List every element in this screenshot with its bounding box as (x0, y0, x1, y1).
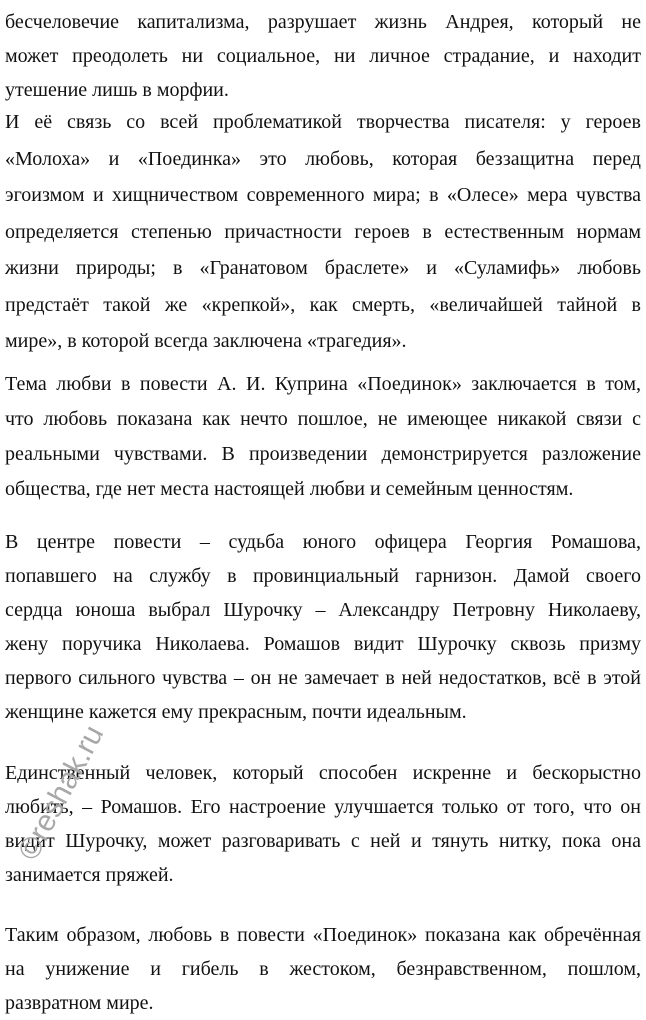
text-line: Таким образом, любовь в повести «Поединок» показана как обречённая (5, 924, 641, 946)
text-line: видит Шурочку, может разговаривать с ней и тянуть нитку, пока она (5, 830, 641, 852)
text-line: занимается пряжей. (5, 864, 174, 886)
text-line: первого сильного чувства – он не замечает в ней недостатков, всё в этой (5, 667, 641, 689)
text-line: общества, где нет места настоящей любви и семейным ценностям. (5, 478, 574, 500)
text-line: предстаёт такой же «крепкой», как смерть, «величайшей тайной в (5, 293, 641, 316)
text-line: что любовь показана как нечто пошлое, не имеющее никакой связи с (5, 408, 641, 430)
text-line: женщине кажется ему прекрасным, почти идеальным. (5, 701, 467, 723)
text-line: И её связь со всей проблематикой творчества писателя: у героев (5, 111, 641, 133)
text-line: бесчеловечие капитализма, разрушает жизнь Андрея, который не (5, 11, 641, 33)
text-line: жену поручика Николаева. Ромашов видит Шурочку сквозь призму (5, 633, 641, 655)
text-line: жизни природы; в «Гранатовом браслете» и «Суламифь» любовь (5, 257, 641, 279)
text-line: сердца юноша выбрал Шурочку – Александру Петровну Николаеву, (5, 599, 641, 621)
paragraph (5, 367, 641, 507)
text-line: Единственный человек, который способен искренне и бескорыстно (5, 762, 641, 784)
text-line: эгоизмом и хищничеством современного мира; в «Олесе» мера чувства (5, 184, 641, 206)
text-line: реальными чувствами. В произведении демонстрируется разложение (5, 443, 641, 465)
watermark: ©reshak.ru (12, 720, 111, 866)
paragraph (5, 104, 641, 360)
text-line: мире», в которой всегда заключена «трагедия». (5, 330, 407, 352)
text-line: любить, – Ромашов. Его настроение улучшается только от того, что он (5, 796, 641, 818)
text-line: В центре повести – судьба юного офицера Георгия Ромашова, (5, 531, 641, 553)
text-line: развратном мире. (5, 992, 154, 1014)
paragraph (5, 756, 641, 892)
paragraph (5, 918, 641, 1020)
paragraph (5, 525, 641, 729)
text-line: утешение лишь в морфии. (5, 79, 229, 101)
text-line: попавшего на службу в провинциальный гарнизон. Дамой своего (5, 565, 641, 587)
text-line: «Молоха» и «Поединка» это любовь, которая беззащитна перед (5, 147, 641, 170)
text-line: на унижение и гибель в жестоком, безнравственном, пошлом, (5, 958, 641, 980)
text-line: Тема любви в повести А. И. Куприна «Поединок» заключается в том, (5, 373, 641, 395)
text-line: определяется степенью причастности героев в естественным нормам (5, 220, 641, 243)
text-line: может преодолеть ни социальное, ни личное страдание, и находит (5, 45, 641, 67)
paragraph (5, 5, 641, 107)
